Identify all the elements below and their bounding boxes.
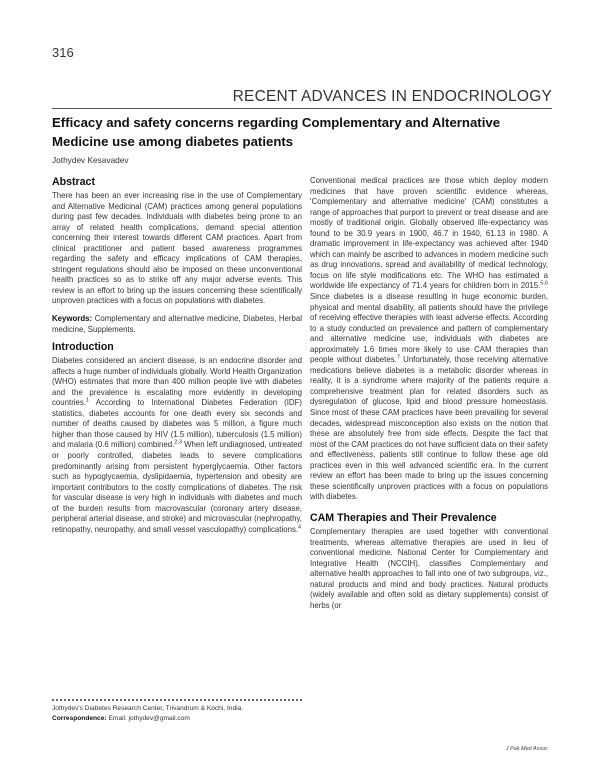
cam-section-heading: CAM Therapies and Their Prevalence (310, 511, 497, 524)
intro-text-part-3: When left undiagnosed, untreated or poorly controlled, diabetes leads to severe complications predominantly arising from persistent hyperglycaemia. Other factors such as hypoglycaemia, dyslipidaemia, hypertension and obesity are important contributors to the costly complications of diabetes. The risk for vascular disease is very high in individuals with diabetes and much of the burden results from macrovascular (coronary artery disease, peripheral arterial disease, and stroke) and microvascular (nephropathy, retinopathy, neuropathy, and small vessel vasculopathy) complications. (52, 440, 302, 534)
cam-section-text: Complementary therapies are used together with conventional treatments, whereas alternative therapies are used in lieu of conventional medicine. National Center for Complementary and Integrative Health (NCCIH), classifies Complementary and alternative health approaches to fall into one of two subgroups, viz., natural products and mind and body practices. Natural products (widely available and often sold as dietary supplements) consist of herbs (or (310, 526, 548, 610)
page-number: 316 (52, 45, 74, 60)
citation-ref: 2,3 (174, 439, 182, 446)
keywords-text: Complementary and alternative medicine, Diabetes, Herbal medicine, Supplements. (52, 314, 302, 334)
keywords (52, 314, 302, 335)
affiliation-footnote: Jothydev's Diabetes Research Center, Trivandrum & Kochi, India. (52, 705, 244, 712)
introduction-text (52, 356, 302, 535)
keywords-label: Keywords: (52, 314, 93, 324)
journal-abbreviation: J Pak Med Assoc (505, 746, 548, 752)
introduction-heading: Introduction (52, 341, 114, 354)
right-text-part-3: Unfortunately, those receiving alternative medications believe diabetes is a metabolic disorder whereas in reality, it is a syndrome where majority of the patients require a comprehensive treatment plan for related disorders such as dysregulation of glucose, lipid and blood pressure homeostasis. Since most of these CAM practices have been prevailing for several decades, widespread misconception also exists on the notion that these are absolutely free from side effects. Despite the fact that most of the CAM practices do not have sufficient data on their safety and effectiveness, patients still continue to follow these age old practices even in this well advanced scientific era. In the current review an effort has been made to bring up the issues concerning these scientifically unproven practices with a focus on populations with diabetes. (310, 355, 549, 502)
intro-text-part-2: According to International Diabetes Federation (IDF) statistics, diabetes accounts for one death every six seconds and number of deaths caused by diabetes was 5 million, a figure much higher than those caused by HIV (1.5 million), tuberculosis (1.5 million) and malaria (0.6 million) combined. (52, 398, 302, 450)
right-text-part-1: Conventional medical practices are those which deploy modern medicines that have proven scientific evidence whereas, 'Complementary and alternative medicine' (CAM) constitutes a range of approaches that purport to prevent or treat disease and are mostly of traditional origin. Globally observed life-expectancy was found to be 30.9 years in 1900, 46.7 in 1940, 61.13 in 1980. A dramatic improvement in life-expectancy was achieved after 1940 which can mainly be ascribed to advances in modern medicine such as drug innovations, spread and availability of medical technology, focus on life style modifications etc. The WHO has estimated a worldwide life expectancy of 71.4 years for children born in 2015. (310, 176, 548, 291)
citation-ref: 5,6 (540, 280, 548, 287)
abstract-heading: Abstract (52, 176, 95, 188)
right-column-text (310, 176, 548, 503)
correspondence-email: Email: jothydev@gmail.com (108, 715, 190, 722)
correspondence-footnote (52, 714, 312, 723)
section-header: RECENT ADVANCES IN ENDOCRINOLOGY (52, 88, 552, 109)
left-column (52, 176, 302, 535)
citation-ref: 7 (396, 354, 400, 361)
citation-ref: 4 (298, 524, 302, 531)
abstract-text: There has been an ever increasing rise in the use of Complementary and Alternative Medicinal (CAM) practices among general populations during past few decades. Individuals with diabetes being prone to an array of related health complications, demand special attention concerning their interest towards different CAM practices. Apart from clinical practitioner and patient based awareness programmes regarding the safety and efficacy implications of CAM therapies, stringent regulations should also be imposed on these unconventional health practices so as to strike off any major adverse events. This review is an effort to bring up the issues concerning these scientifically unproven practices with a focus on populations with diabetes. (52, 191, 302, 306)
article-title: Efficacy and safety concerns regarding Complementary and Alternative Medicine use among diabetes patients (52, 115, 501, 149)
right-column (310, 176, 548, 611)
citation-ref: 1 (86, 397, 90, 404)
right-text-part-2: Since diabetes is a disease resulting in huge economic burden, physical and mental disability, all patients should have the privilege of receiving effective therapies with least adverse effects. According to a study conducted on prevalence and pattern of complementary and alternative medicine use, individuals with diabetes are approximately 1.6 times more likely to use CAM therapies than people without diabetes. (310, 292, 548, 365)
correspondence-label: Correspondence: (52, 715, 107, 722)
author-name: Jothydev Kesavadev (52, 155, 129, 165)
footnote-divider (52, 699, 302, 701)
intro-text-part-1: Diabetes considered an ancient disease, is an endocrine disorder and affects a huge number of individuals globally. World Health Organization (WHO) estimates that more than 400 million people live with diabetes and the prevalence is escalating more evidently in developing countries. (52, 356, 302, 408)
